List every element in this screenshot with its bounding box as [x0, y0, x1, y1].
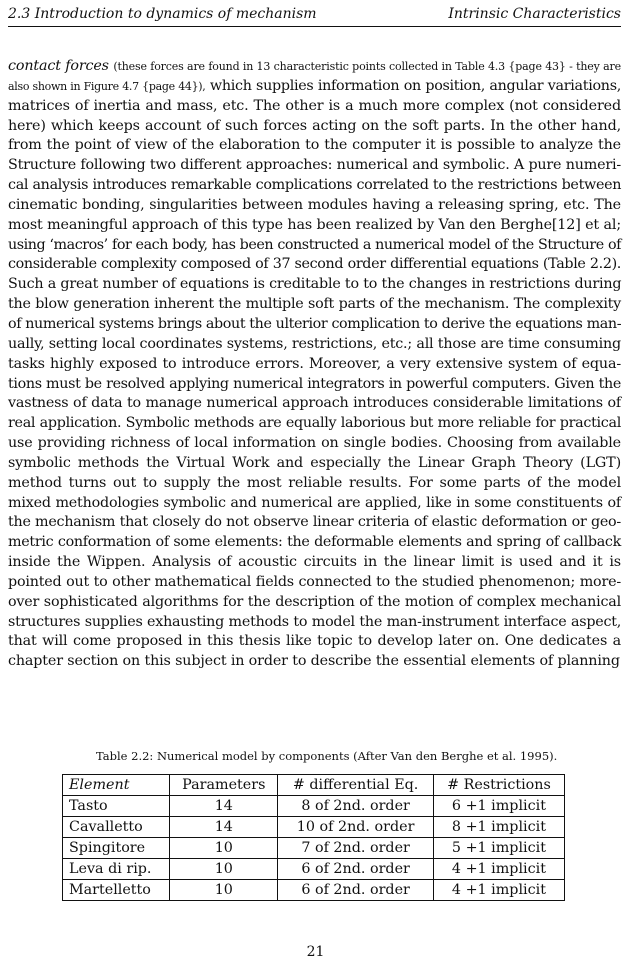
text-line: ually, setting local coordinates systems, restrictions, etc.; all those are time consuming: [8, 335, 621, 352]
table-cell: 10: [170, 880, 278, 901]
text-line: matrices of inertia and mass, etc. The other is a much more complex (not considered: [8, 97, 621, 114]
text-line: considerable complexity composed of 37 second order differential equations (Table 2.2).: [8, 256, 621, 273]
text-line: from the point of view of the elaboration to the computer it is possible to analyze the: [8, 137, 621, 154]
table-cell: 8 of 2nd. order: [278, 796, 434, 817]
table-cell: 6 of 2nd. order: [278, 859, 434, 880]
text-line: structures supplies exhausting methods to model the man-instrument interface aspect,: [8, 613, 621, 630]
column-header-parameters: Parameters: [170, 775, 278, 796]
text-line: [8, 57, 621, 77]
text-line: cal analysis introduces remarkable complications correlated to the restrictions between: [8, 177, 622, 194]
text-line: cinematic bonding, singularities between modules having a releasing spring, etc. The: [8, 196, 621, 213]
table-cell: 10: [170, 838, 278, 859]
table-cell: 4 +1 implicit: [433, 880, 564, 901]
page-number: 21: [306, 944, 325, 960]
running-header: [8, 6, 621, 26]
text-line: [8, 77, 621, 97]
text-line: vastness of data to manage numerical approach introduces considerable limitations of: [8, 395, 621, 412]
text-line: chapter section on this subject in order to describe the essential elements of planning: [8, 653, 620, 670]
text-line: Such a great number of equations is creditable to to the changes in restrictions during: [8, 276, 622, 293]
table-row: [63, 796, 565, 817]
table-row: [63, 838, 565, 859]
table-caption: Table 2.2: Numerical model by components (After Van den Berghe et al. 1995).: [96, 749, 558, 763]
contact-forces-term: contact forces: [8, 58, 109, 74]
text-line: here) which keeps account of such forces acting on the soft parts. In the other hand,: [8, 117, 621, 134]
numerical-model-table: [62, 774, 565, 901]
header-section-title: 2.3 Introduction to dynamics of mechanism: [8, 6, 317, 22]
table-cell: 4 +1 implicit: [433, 859, 564, 880]
table-cell: Spingitore: [63, 838, 170, 859]
table-cell: 14: [170, 796, 278, 817]
text-line: using ‘macros’ for each body, has been constructed a numerical model of the Structure of: [8, 236, 621, 253]
table-cell: 6 of 2nd. order: [278, 880, 434, 901]
text-line: the mechanism that closely do not observe linear criteria of elastic deformation or geo-: [8, 514, 621, 531]
text-line: symbolic methods the Virtual Work and especially the Linear Graph Theory (LGT): [8, 454, 621, 471]
column-header-element: Element: [63, 775, 170, 796]
text-line: pointed out to other mathematical fields connected to the studied phenomenon; more-: [8, 573, 621, 590]
text-span: which supplies information on position, angular variations,: [209, 77, 621, 94]
text-line: the blow generation inherent the multiple soft parts of the mechanism. The complexity: [8, 296, 621, 313]
text-line: method turns out to supply the most reliable results. For some parts of the model: [8, 474, 621, 491]
column-header-restrictions: # Restrictions: [433, 775, 564, 796]
table-row: [63, 859, 565, 880]
text-line: mixed methodologies symbolic and numerical are applied, like in some constituents of: [8, 494, 621, 511]
table-cell: 14: [170, 817, 278, 838]
table-cell: 10 of 2nd. order: [278, 817, 434, 838]
text-line: that will come proposed in this thesis like topic to develop later on. One dedicates a: [8, 633, 621, 650]
table-cell: 6 +1 implicit: [433, 796, 564, 817]
footnote-text: also shown in Figure 4.7 {page 44}),: [8, 79, 206, 93]
table-cell: Martelletto: [63, 880, 170, 901]
text-line: of numerical systems brings about the ulterior complication to derive the equations man-: [8, 315, 622, 332]
table-row: [63, 880, 565, 901]
table-cell: 8 +1 implicit: [433, 817, 564, 838]
text-line: use providing richness of local information on single bodies. Choosing from available: [8, 435, 621, 452]
table-cell: Cavalletto: [63, 817, 170, 838]
column-header-differential-eq: # differential Eq.: [278, 775, 434, 796]
table-cell: 5 +1 implicit: [433, 838, 564, 859]
table-cell: Leva di rip.: [63, 859, 170, 880]
text-line: most meaningful approach of this type has been realized by Van den Berghe[12] et al;: [8, 216, 621, 233]
text-line: tasks highly exposed to introduce errors. Moreover, a very extensive system of equa-: [8, 355, 621, 372]
table-cell: 7 of 2nd. order: [278, 838, 434, 859]
table-row: [63, 817, 565, 838]
text-line: tions must be resolved applying numerical integrators in powerful computers. Given the: [8, 375, 621, 392]
text-line: inside the Wippen. Analysis of acoustic circuits in the linear limit is used and it is: [8, 554, 621, 571]
header-rule: [8, 26, 621, 27]
table-cell: Tasto: [63, 796, 170, 817]
text-line: over sophisticated algorithms for the description of the motion of complex mechanical: [8, 593, 621, 610]
text-line: real application. Symbolic methods are equally laborious but more reliable for practical: [8, 415, 621, 432]
header-chapter-title: Intrinsic Characteristics: [448, 6, 621, 22]
body-paragraph: [8, 57, 621, 672]
text-line: Structure following two different approaches: numerical and symbolic. A pure numeri-: [8, 157, 621, 174]
footnote-text: (these forces are found in 13 characteristic points collected in Table 4.3 {page 43} - they are: [113, 60, 621, 73]
text-line: metric conformation of some elements: the deformable elements and spring of callback: [8, 534, 621, 551]
table-cell: 10: [170, 859, 278, 880]
table-header-row: [63, 775, 565, 796]
